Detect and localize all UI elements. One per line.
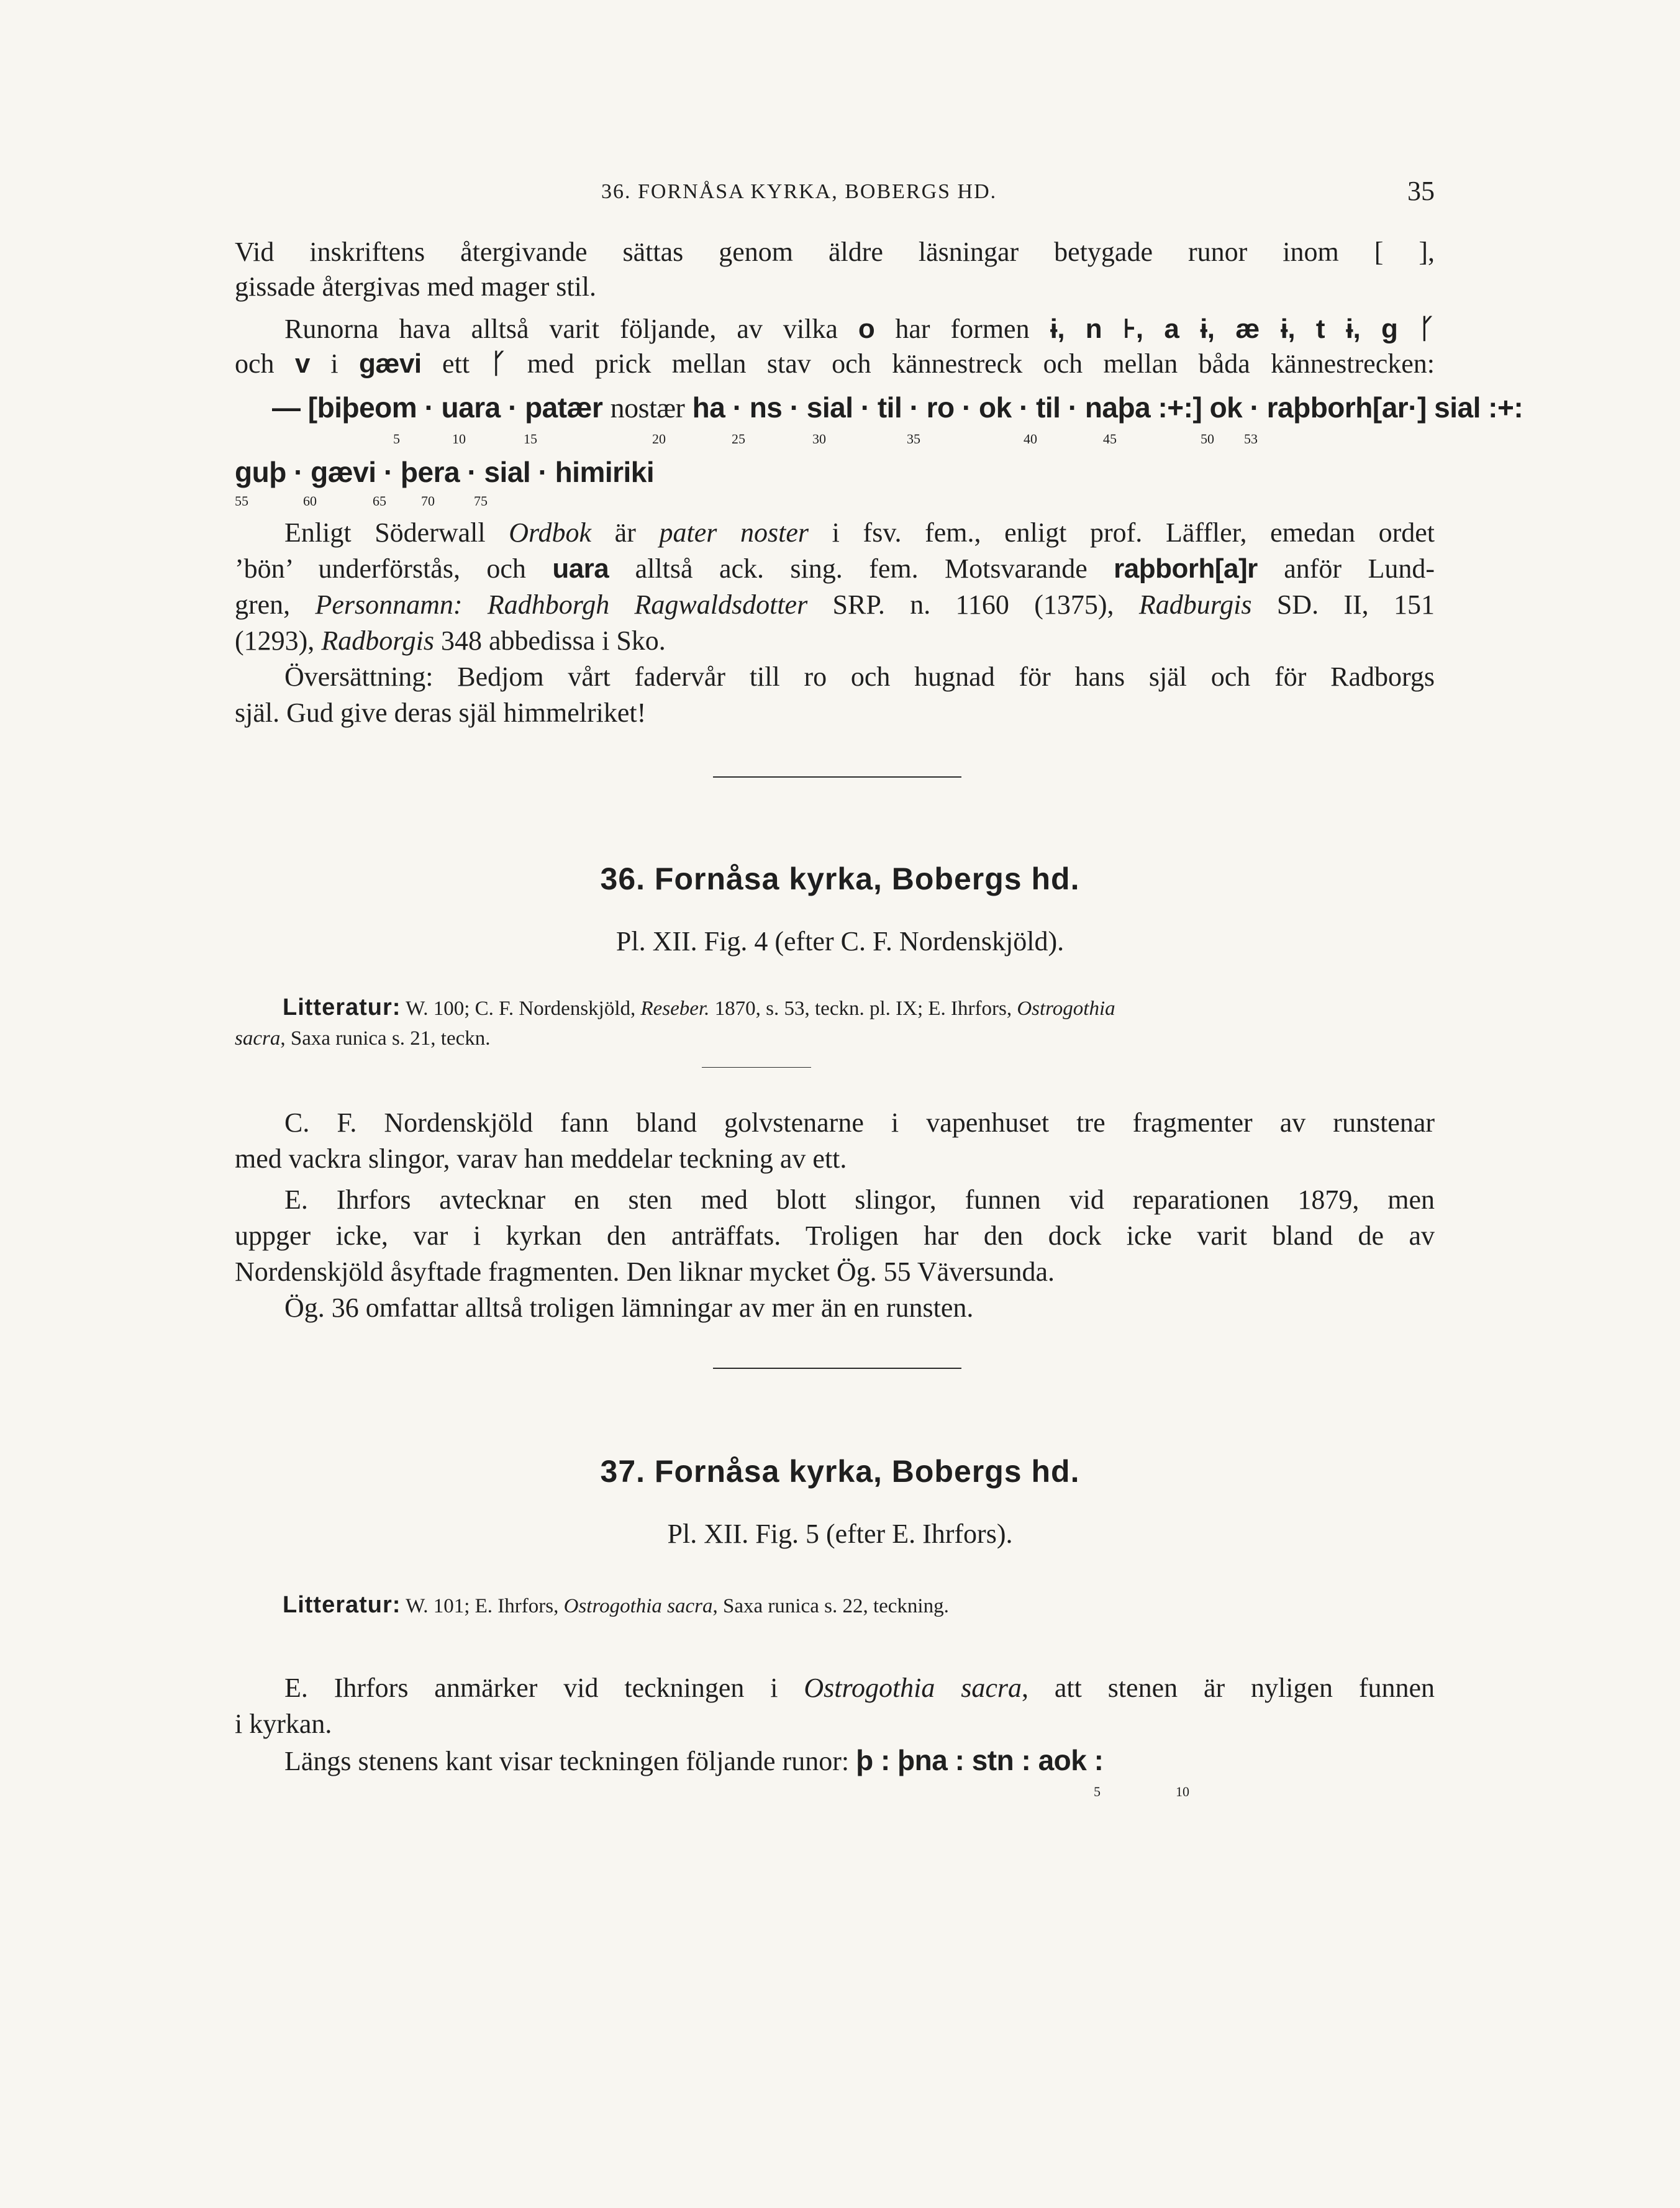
literature-36-cont [235, 1025, 491, 1052]
italic-title: Reseber. [640, 997, 710, 1020]
rune-count: 10 [1176, 1784, 1189, 1799]
text-span: , att stenen är nyligen funnen [1022, 1673, 1435, 1703]
text-span: W. 101; E. Ihrfors, [401, 1595, 564, 1617]
text-line: med vackra slingor, varav han meddelar teckning av ett. [235, 1143, 847, 1174]
text-span: , Saxa runica s. 21, teckn. [280, 1027, 491, 1050]
text-span: E. Ihrfors anmärker vid teckningen i [284, 1673, 804, 1703]
text-line: E. Ihrfors avtecknar en sten med blott slingor, funnen vid reparationen 1879, men [284, 1184, 1435, 1215]
text-line [284, 516, 1435, 550]
section-divider [713, 776, 961, 778]
rune-count: 55 [235, 493, 248, 509]
text-line [235, 624, 1435, 658]
rune-count: 15 [524, 431, 537, 447]
italic-term: pater noster [659, 517, 809, 548]
rune-count: 25 [732, 431, 745, 447]
italic-name: Radburgis [1138, 589, 1252, 620]
text-line: C. F. Nordenskjöld fann bland golvstenarne i vapenhuset tre fragmenter av runstenar [284, 1107, 1435, 1138]
rune-count: 10 [452, 431, 466, 447]
literature-37 [283, 1591, 949, 1620]
inscription-line-2: guþ · gævi · þera · sial · himiriki [235, 456, 655, 488]
text-span: , Saxa runica s. 22, teckning. [712, 1595, 949, 1617]
plate-reference-36: Pl. XII. Fig. 4 (efter C. F. Nordenskjöld). [615, 926, 1065, 956]
text-line [284, 1671, 1435, 1706]
mager-text: nostær [610, 392, 685, 424]
text-line [284, 1743, 1484, 1779]
text-span: ’bön’ underförstås, och [235, 553, 553, 584]
inscription-line-1 [272, 390, 1523, 425]
italic-title: Ostrogothia [1017, 997, 1115, 1020]
text-line [235, 347, 1435, 381]
rune-text: raþborh[a]r [1114, 553, 1258, 584]
rune-count: 75 [474, 493, 488, 509]
rune-text: v [294, 348, 310, 379]
text-span: med prick mellan stav och kännestreck och mellan båda kännestrecken: [506, 348, 1435, 379]
section-heading-37: 37. Fornåsa kyrka, Bobergs hd. [600, 1454, 1080, 1489]
short-divider [702, 1067, 811, 1068]
text-line: själ. Gud give deras själ himmelriket! [235, 697, 647, 728]
rune-text: uara [552, 553, 609, 584]
rune-count: 53 [1244, 431, 1258, 447]
rune-forms: ɨ, n ⊦, a ɨ, æ ɨ, t ɨ, g ᚴ [1050, 314, 1435, 344]
text-span: Längs stenens kant visar teckningen följande runor: [284, 1746, 856, 1776]
text-span: i fsv. fem., enligt prof. Läffler, emedan ordet [809, 517, 1435, 548]
text-span: alltså ack. sing. fem. Motsvarande [609, 553, 1114, 584]
rune-count: 35 [907, 431, 920, 447]
italic-title: Ostrogothia sacra [563, 1595, 713, 1617]
text-span: och [235, 348, 295, 379]
literature-label: Litteratur: [283, 994, 401, 1020]
text-span: SD. II, 151 [1251, 589, 1435, 620]
italic-title: Ordbok [509, 517, 592, 548]
italic-title: Personnamn: Radhborgh Ragwaldsdotter [315, 589, 808, 620]
text-span: 1870, s. 53, teckn. pl. IX; E. Ihrfors, [709, 997, 1017, 1020]
rune-count: 65 [373, 493, 386, 509]
rune-count: 20 [652, 431, 666, 447]
section-heading-36: 36. Fornåsa kyrka, Bobergs hd. [600, 861, 1080, 896]
text-span: (1293), [235, 625, 322, 656]
text-line: i kyrkan. [235, 1709, 332, 1739]
text-span: har formen [874, 314, 1050, 344]
rune-count: 45 [1103, 431, 1117, 447]
rune-count: 30 [812, 431, 826, 447]
text-line [284, 312, 1435, 347]
rune-count: 5 [393, 431, 400, 447]
italic-name: Radborgis [321, 625, 435, 656]
rune-count: 70 [421, 493, 435, 509]
text-line: Översättning: Bedjom vårt fadervår till ro och hugnad för hans själ och för Radborgs [284, 661, 1435, 692]
text-span: ett [421, 348, 491, 379]
text-line: Ög. 36 omfattar alltså troligen lämningar av mer än en runsten. [284, 1293, 974, 1323]
rune-text: o [858, 314, 875, 344]
text-span: Runorna hava alltså varit följande, av vilka [284, 314, 858, 344]
text-span: i [309, 348, 359, 379]
running-title: 36. FORNÅSA KYRKA, BOBERGS HD. [601, 180, 997, 203]
text-line [235, 552, 1435, 586]
literature-label: Litteratur: [283, 1592, 401, 1618]
literature-36 [283, 994, 1115, 1022]
rune-text: þ : þna : stn : aok : [856, 1744, 1104, 1776]
text-line: Vid inskriftens återgivande sättas genom äldre läsningar betygade runor inom [ ], [235, 237, 1435, 267]
rune-text: gævi [358, 348, 422, 379]
rune-count: 40 [1024, 431, 1037, 447]
text-span: gren, [235, 589, 316, 620]
rune-count: 60 [303, 493, 317, 509]
italic-title: Ostrogothia sacra [804, 1673, 1022, 1703]
text-line: Nordenskjöld åsyftade fragmenten. Den liknar mycket Ög. 55 Väversunda. [235, 1256, 1055, 1287]
rune-count: 5 [1094, 1784, 1101, 1799]
text-line: uppger icke, var i kyrkan den anträffats. Troligen har den dock icke varit bland de av [235, 1220, 1435, 1251]
text-span: 348 abbedissa i Sko. [434, 625, 666, 656]
plate-reference-37: Pl. XII. Fig. 5 (efter E. Ihrfors). [667, 1519, 1013, 1549]
text-span: W. 100; C. F. Nordenskjöld, [401, 997, 641, 1020]
text-span: SRP. n. 1160 (1375), [807, 589, 1139, 620]
text-line [235, 588, 1435, 622]
rune-text: — [biþeom · uara · patær [272, 391, 611, 424]
rune-count: 50 [1201, 431, 1214, 447]
page-number: 35 [1407, 176, 1435, 206]
text-line: gissade återgivas med mager stil. [235, 271, 597, 302]
rune-text: ha · ns · sial · til · ro · ok · til · naþa :+:] ok · raþborh[ar·] sial :+: [684, 391, 1523, 424]
section-divider [713, 1368, 961, 1369]
rune-form: ᚴ [490, 348, 507, 379]
italic-title: sacra [235, 1027, 281, 1050]
text-span: Enligt Söderwall [284, 517, 509, 548]
text-span: är [591, 517, 660, 548]
text-span: anför Lund- [1257, 553, 1435, 584]
